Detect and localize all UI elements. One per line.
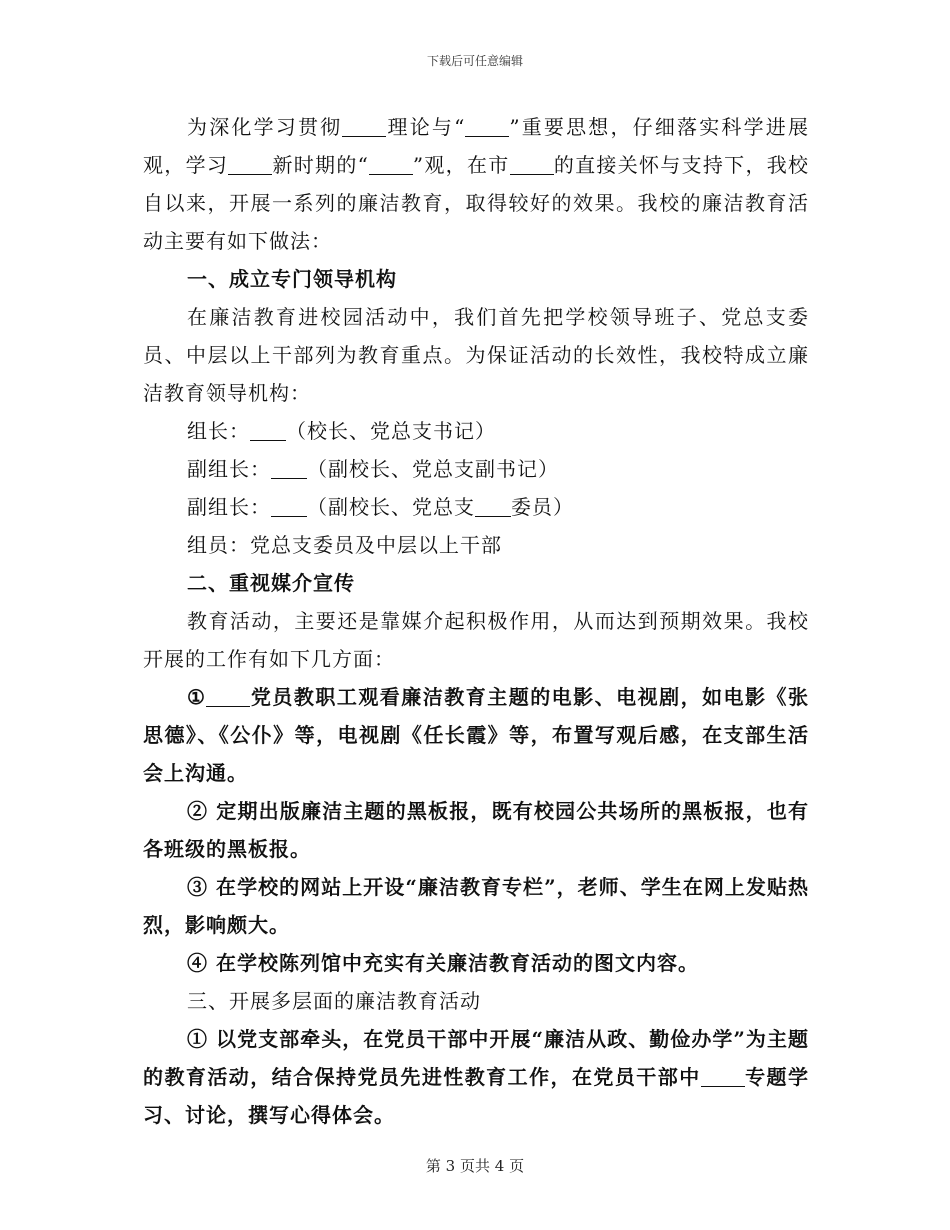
section-1-heading: 一、成立专门领导机构 [187,267,397,291]
blank-line [465,116,509,137]
page-header: 下载后可任意编辑 [426,54,523,68]
section-2-item-2: ② 定期出版廉洁主题的黑板报，既有校园公共场所的黑板报，也有各班级的黑板报。 [143,799,809,861]
blank-line [342,116,386,137]
blank-line [475,496,511,517]
deputy-leader-line-1: 副组长： （副校长、党总支副书记） [187,457,559,481]
section-2-item-4: ④ 在学校陈列馆中充实有关廉洁教育活动的图文内容。 [187,951,699,975]
leader-line: 组长： （校长、党总支书记） [187,419,496,443]
section-3-item-1: ① 以党支部牵头，在党员干部中开展“廉洁从政、勤俭办学”为主题的教育活动，结合保持党员先进性教育工作，在党员干部中 专题学习、讨论，撰写心得体会。 [143,1027,810,1127]
blank-line [369,154,413,175]
blank-line [701,1066,745,1087]
blank-line [206,686,250,707]
section-2-paragraph: 教育活动，主要还是靠媒介起积极作用，从而达到预期效果。我校开展的工作有如下几方面： [143,609,809,671]
section-2-item-3: ③ 在学校的网站上开设“廉洁教育专栏”，老师、学生在网上发贴热烈，影响颇大。 [143,875,809,937]
blank-line [228,154,272,175]
members-line: 组员：党总支委员及中层以上干部 [187,533,502,557]
section-3-heading: 三、开展多层面的廉洁教育活动 [187,989,481,1013]
section-2-item-1: ① 党员教职工观看廉洁教育主题的电影、电视剧，如电影《张思德》、《公仆》等，电视剧《任长霞》等，布置写观后感，在支部生活会上沟通。 [143,685,810,785]
document-body [143,108,809,1134]
section-1-paragraph: 在廉洁教育进校园活动中，我们首先把学校领导班子、党总支委员、中层以上干部列为教育重点。为保证活动的长效性，我校特成立廉洁教育领导机构： [143,305,809,405]
page-footer: 第 3 页共 4 页 [425,1157,525,1175]
blank-line [510,154,554,175]
deputy-leader-line-2: 副组长： （副校长、党总支 委员） [187,495,574,519]
intro-paragraph: 为深化学习贯彻 理论与“ ”重要思想，仔细落实科学进展观，学习 新时期的“ ”观，在市 的直接关怀与支持下，我校自以来，开展一系列的廉洁教育，取得较好的效果。我校的廉洁教育活动主要有如下做法： [143,115,810,253]
blank-line [271,458,307,479]
section-2-heading: 二、重视媒介宣传 [187,571,355,595]
blank-line [250,420,286,441]
blank-line [271,496,307,517]
